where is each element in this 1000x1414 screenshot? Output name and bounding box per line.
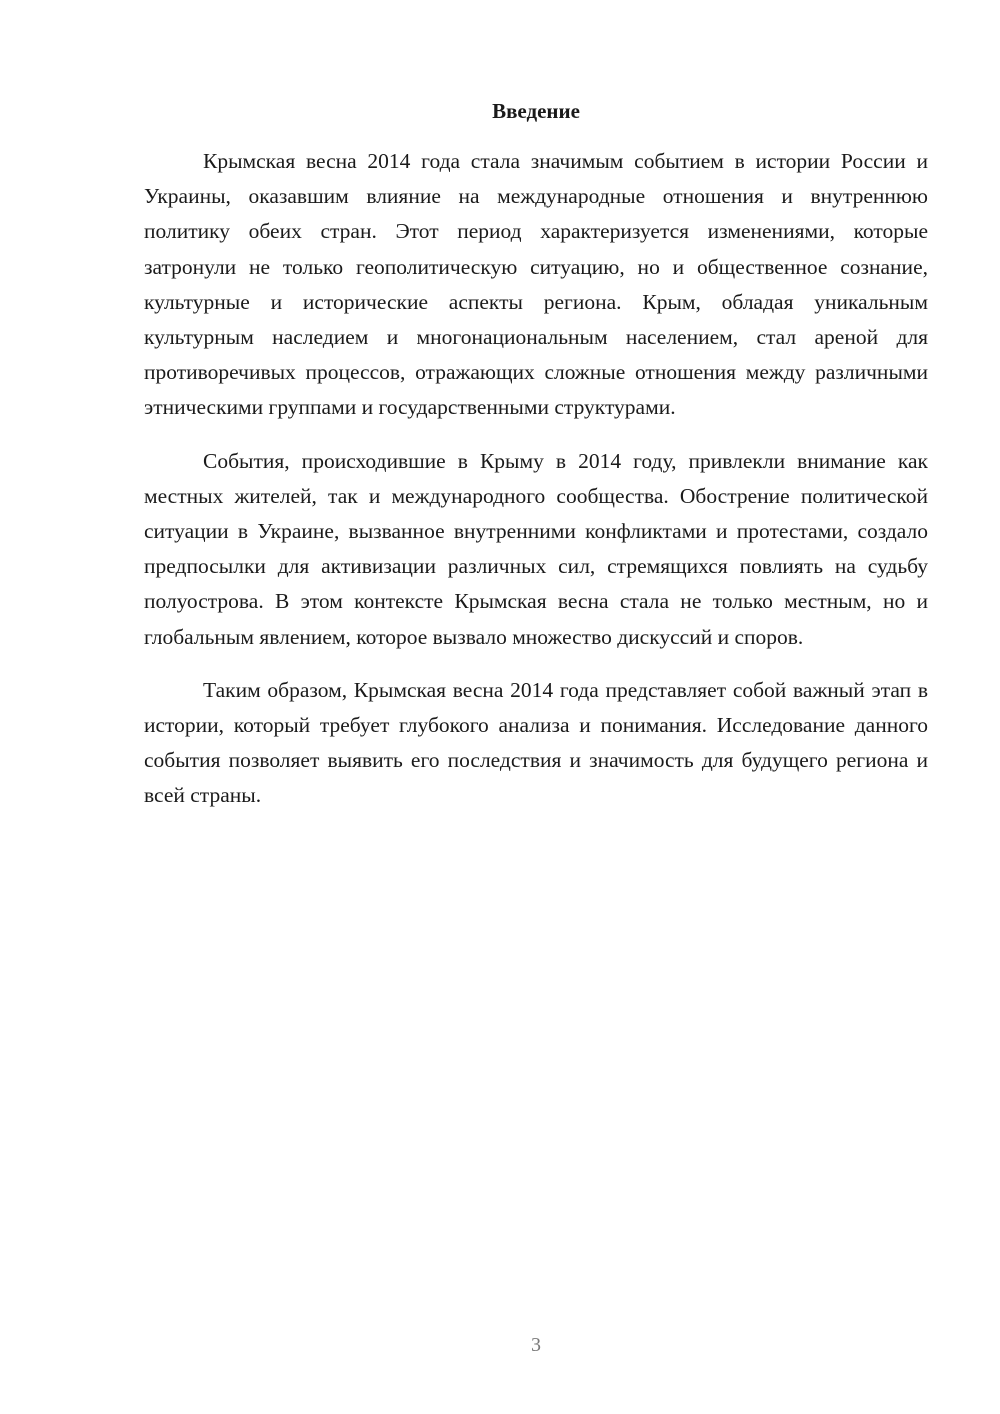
paragraph-3: Таким образом, Крымская весна 2014 года представляет собой важный этап в истории, который требует глубокого анализа и понимания. Исследование данного события позволяет выявить его последствия и значимость для будущего региона и всей страны.	[144, 677, 928, 808]
section-heading: Введение	[492, 99, 580, 123]
paragraph-1: Крымская весна 2014 года стала значимым событием в истории России и Украины, оказавшим влияние на международные отношения и внутреннюю политику обеих стран. Этот период характеризуется изменениями, которые затронули не только геополитическую ситуацию, но и общественное сознание, культурные и исторические аспекты региона. Крым, обладая уникальным культурным наследием и многонациональным населением, стал ареной для противоречивых процессов, отражающих сложные отношения между различными этническими группами и государственными структурами.	[144, 149, 928, 420]
page-content	[144, 96, 928, 832]
page-number: 3	[531, 1334, 541, 1356]
paragraph-2: События, происходившие в Крыму в 2014 году, привлекли внимание как местных жителей, так и международного сообщества. Обострение политической ситуации в Украине, вызванное внутренними конфликтами и протестами, создало предпосылки для активизации различных сил, стремящихся повлиять на судьбу полуострова. В этом контексте Крымская весна стала не только местным, но и глобальным явлением, которое вызвало множество дискуссий и споров.	[144, 448, 928, 649]
